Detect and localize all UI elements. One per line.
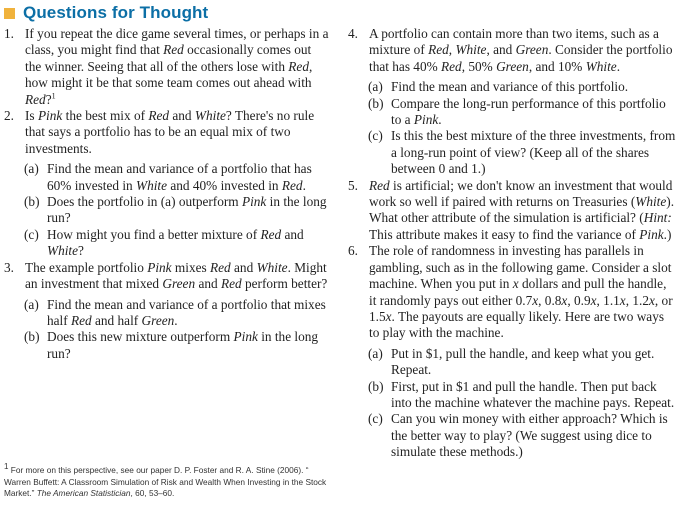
italic-term: x xyxy=(619,292,626,308)
question-number: 5. xyxy=(348,177,358,193)
sub-question-label: (a) xyxy=(24,161,39,177)
italic-term: Green xyxy=(162,276,196,292)
italic-term: x xyxy=(512,276,519,292)
question-3a xyxy=(4,297,330,330)
right-column xyxy=(348,26,676,461)
question-text: dollars and pull the handle, it randomly pays out either 0.7 xyxy=(369,276,667,308)
italic-term: Red xyxy=(428,42,449,58)
question-text: , and 10% xyxy=(528,58,586,74)
italic-term: x xyxy=(385,308,392,324)
italic-term: Green xyxy=(496,58,529,74)
sub-question-text: in the long run? xyxy=(47,329,319,361)
italic-term: Red xyxy=(281,177,303,193)
sub-question-label: (c) xyxy=(24,226,39,242)
question-text: , xyxy=(448,42,456,58)
question-text: . The payouts are equally likely. Here are two ways to play with the machine. xyxy=(369,308,665,341)
heading-square-icon xyxy=(4,8,15,19)
sub-question-text: First, put in $1 and pull the handle. Then put back into the machine whatever the machine pays. Repeat. xyxy=(391,378,675,410)
footnote xyxy=(4,462,330,500)
question-text: , and xyxy=(486,42,516,58)
italic-term: Green xyxy=(515,42,549,58)
italic-term: x xyxy=(561,292,568,308)
left-column xyxy=(4,26,330,362)
question-2b xyxy=(4,194,330,227)
italic-term: Red xyxy=(260,226,282,242)
question-text: and xyxy=(230,259,257,275)
section-title: Questions for Thought xyxy=(23,3,209,22)
italic-term: White xyxy=(136,177,168,193)
question-text: , how might it be that some team comes out ahead with xyxy=(25,58,313,91)
question-text: perform better? xyxy=(241,276,328,292)
italic-term: Pink xyxy=(639,226,664,242)
footnote-marker: 1 xyxy=(51,91,56,101)
question-2 xyxy=(4,108,330,157)
question-text: ? There's no rule that says a portfolio has to be an equal mix of two investments. xyxy=(25,108,315,156)
sub-question-text: and 40% invested in xyxy=(167,177,282,193)
italic-term: Pink xyxy=(37,108,63,124)
question-6 xyxy=(348,243,676,341)
question-3 xyxy=(4,260,330,293)
italic-term: White xyxy=(256,259,288,275)
question-6a xyxy=(348,346,676,379)
sub-question-label: (b) xyxy=(368,378,384,394)
sub-question-text: Put in $1, pull the handle, and keep what you get. Repeat. xyxy=(391,345,655,378)
italic-term: Pink xyxy=(147,259,172,275)
question-text: the best mix of xyxy=(62,108,149,124)
question-text: , 0.9 xyxy=(567,292,591,308)
sub-question-text: . xyxy=(438,112,442,128)
italic-term: Red xyxy=(25,91,46,107)
question-text: .) xyxy=(663,226,672,242)
sub-question-text: Does the portfolio in (a) outperform xyxy=(47,194,242,210)
question-text: . xyxy=(616,58,621,74)
italic-term: x xyxy=(590,292,597,308)
question-text: The role of randomness in investing has parallels in gambling, such as in the following game. Consider a slot machine. When you put in xyxy=(369,243,672,292)
italic-term: White xyxy=(47,243,79,259)
sub-question-text: and half xyxy=(91,312,142,328)
question-text: is artificial; we don't know an investment that would work so well if paired with returns on Treasuries ( xyxy=(369,177,673,210)
italic-term: Red xyxy=(163,42,184,58)
italic-term: White xyxy=(194,108,226,124)
question-3b xyxy=(4,329,330,362)
italic-term: White xyxy=(635,194,667,210)
sub-question-text: . xyxy=(302,177,306,193)
italic-term: Pink xyxy=(233,329,258,345)
question-text: This attribute makes it easy to find the variance of xyxy=(369,226,640,242)
question-4b xyxy=(348,96,676,129)
question-text: If you repeat the dice game several times, or perhaps in a class, you might find that xyxy=(25,26,329,58)
sub-question-label: (b) xyxy=(368,95,384,111)
sub-question-text: Compare the long-run performance of this portfolio to a xyxy=(391,95,666,128)
italic-term: Pink xyxy=(241,194,267,210)
footnote-text: For more on this perspective, see our paper D. P. Foster and R. A. Stine (2006). “ Warren Buffett: A Classroom Simulation of Risk and Wealth When Investing in the Stock Market.” xyxy=(4,465,327,499)
question-text: occasionally comes out the winner. Seeing that all of the others lose with xyxy=(25,42,312,74)
sub-question-text: Is this the best mixture of the three investments, from a long-run point of view? (Keep all of the shares between 0 and 1.) xyxy=(391,128,676,177)
question-text: The example portfolio xyxy=(25,259,148,275)
italic-term: x xyxy=(532,292,539,308)
question-text: , or 1.5 xyxy=(369,292,673,324)
question-text: , 0.8 xyxy=(538,292,562,308)
italic-term: x xyxy=(648,292,655,308)
question-5 xyxy=(348,178,676,244)
italic-term: Red xyxy=(288,58,309,74)
sub-question-label: (c) xyxy=(368,411,383,427)
question-number: 4. xyxy=(348,26,358,41)
sub-question-text: Find the mean and variance of a portfolio that mixes half xyxy=(47,296,326,328)
italic-term: Red xyxy=(369,177,390,193)
journal-name: The American Statistician xyxy=(36,488,131,499)
question-text: ? xyxy=(45,91,52,107)
question-2c xyxy=(4,227,330,260)
question-6b xyxy=(348,379,676,412)
question-text: ). What other attribute of the simulation is artificial? ( xyxy=(369,194,675,226)
sub-question-text: and xyxy=(281,226,304,242)
question-text: . Might an investment that mixed xyxy=(25,259,327,292)
sub-question-text: Can you win money with either approach? Which is the better way to play? (We suggest using dice to simulate these methods.) xyxy=(391,411,668,460)
question-2a xyxy=(4,161,330,194)
question-number: 6. xyxy=(348,243,358,259)
footnote-text: , 60, 53–60. xyxy=(130,488,175,499)
italic-term: Red xyxy=(441,58,462,74)
question-4 xyxy=(348,26,676,75)
question-text: A portfolio can contain more than two items, such as a mixture of xyxy=(369,26,659,58)
question-number: 3. xyxy=(4,259,14,275)
italic-term: Red xyxy=(71,312,92,328)
question-1 xyxy=(4,26,330,108)
sub-question-label: (b) xyxy=(24,329,40,345)
question-text: . Consider the portfolio that has 40% xyxy=(369,42,673,74)
question-text: mixes xyxy=(171,259,211,275)
sub-question-text: Find the mean and variance of this portfolio. xyxy=(391,79,629,95)
sub-question-text: Find the mean and variance of a portfolio that has 60% invested in xyxy=(47,161,312,193)
italic-term: Hint: xyxy=(643,210,672,226)
sub-question-text: in the long run? xyxy=(47,194,327,226)
sub-question-text: ? xyxy=(78,243,84,259)
sub-question-text: Does this new mixture outperform xyxy=(47,329,234,345)
question-6c xyxy=(348,411,676,460)
question-4c xyxy=(348,128,676,177)
italic-term: White xyxy=(455,42,487,58)
sub-question-label: (a) xyxy=(368,79,383,95)
sub-question-label: (a) xyxy=(368,345,383,361)
italic-term: Pink xyxy=(413,112,439,128)
question-text: and xyxy=(195,276,221,292)
sub-question-label: (c) xyxy=(368,128,383,144)
question-4a xyxy=(348,79,676,95)
sub-question-text: . xyxy=(174,312,178,328)
sub-question-label: (a) xyxy=(24,296,39,312)
section-heading xyxy=(4,3,208,23)
italic-term: Red xyxy=(220,276,242,292)
sub-question-label: (b) xyxy=(24,194,40,210)
italic-term: Red xyxy=(210,259,231,275)
question-text: , 50% xyxy=(461,58,497,74)
question-text: Is xyxy=(25,108,38,124)
sub-question-text: How might you find a better mixture of xyxy=(47,226,261,242)
italic-term: White xyxy=(585,58,617,74)
question-number: 2. xyxy=(4,108,14,124)
italic-term: Red xyxy=(148,108,170,124)
italic-term: Green xyxy=(141,312,175,328)
question-text: and xyxy=(169,108,195,124)
question-text: , 1.2 xyxy=(625,292,649,308)
question-number: 1. xyxy=(4,26,14,41)
footnote-marker: 1 xyxy=(4,462,9,472)
question-text: , 1.1 xyxy=(596,292,620,308)
